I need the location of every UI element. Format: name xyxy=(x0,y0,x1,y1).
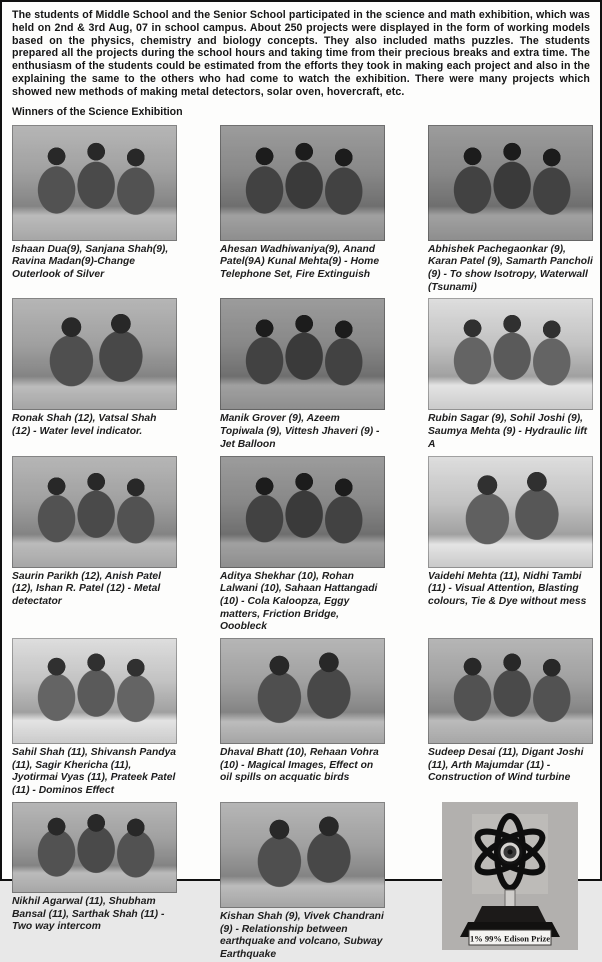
edison-prize-trophy xyxy=(428,802,593,962)
photo-caption: Nikhil Agarwal (11), Shubham Bansal (11), Sarthak Shah (11) - Two way intercom xyxy=(12,895,165,933)
photo-caption: Kishan Shah (9), Vivek Chandrani (9) - Relationship between earthquake and volcano, Subway Earthquake xyxy=(220,910,384,960)
trophy-label: 1% 99% Edison Prize xyxy=(469,933,551,944)
exhibit-photo xyxy=(12,802,177,893)
photo-caption: Ahesan Wadhiwaniya(9), Anand Patel(9A) Kunal Mehta(9) - Home Telephone Set, Fire Extinguish xyxy=(220,243,380,280)
gallery-item xyxy=(12,802,177,962)
gallery-item xyxy=(428,125,593,295)
gallery-item xyxy=(220,802,385,962)
photo-caption: Abhishek Pachegaonkar (9), Karan Patel (9), Samarth Pancholi (9) - To show Isotropy, Waterwall (Tsunami) xyxy=(428,243,593,293)
photo-caption: Ronak Shah (12), Vatsal Shah (12) - Water level indicator. xyxy=(12,413,157,438)
gallery-item xyxy=(220,125,385,295)
exhibit-photo xyxy=(428,298,593,410)
gallery-item xyxy=(12,638,177,798)
photo-caption: Manik Grover (9), Azeem Topiwala (9), Vittesh Jhaveri (9) - Jet Balloon xyxy=(220,413,380,450)
exhibit-photo xyxy=(428,125,593,241)
gallery-item xyxy=(12,298,177,451)
exhibit-photo xyxy=(428,456,593,568)
gallery-item xyxy=(428,298,593,451)
exhibit-photo xyxy=(12,456,177,568)
gallery-item xyxy=(428,638,593,798)
exhibit-photo xyxy=(220,125,385,241)
intro-paragraph: The students of Middle School and the Senior School participated in the science and math exhibition, which was held on 2nd & 3rd Aug, 07 in school campus. About 250 projects were displayed in the form of working models based on the physics, chemistry and biology concepts. They also included maths puzzles. The students prepared all the projects during the school hours and taking time from their precious breaks and extra time. The enthusiasm of the students could be estimated from the efforts they took in making each project and also in the explaining the same to the others who had come to watch the exhibition. There were many projects which showed new methods of making metal detectors, solar oven, hovercraft, etc. xyxy=(12,9,590,98)
gallery-item xyxy=(12,456,177,635)
section-heading: Winners of the Science Exhibition xyxy=(12,105,183,118)
photo-caption: Aditya Shekhar (10), Rohan Lalwani (10), Sahaan Hattangadi (10) - Cola Kaloopza, Eggy matters, Friction Bridge, Ooobleck xyxy=(220,570,378,633)
exhibit-photo xyxy=(12,125,177,241)
gallery-item xyxy=(428,456,593,635)
exhibit-photo xyxy=(220,638,385,744)
exhibit-photo xyxy=(220,298,385,410)
photo-caption: Vaidehi Mehta (11), Nidhi Tambi (11) - Visual Attention, Blasting colours, Tie & Dye without mess xyxy=(428,570,587,607)
photo-caption: Sudeep Desai (11), Digant Joshi (11), Arth Majumdar (11) - Construction of Wind turbine xyxy=(428,747,584,784)
exhibit-photo xyxy=(220,456,385,568)
exhibit-photo xyxy=(12,638,177,744)
photo-caption: Sahil Shah (11), Shivansh Pandya (11), Sagir Khericha (11), Jyotirmai Vyas (11), Prateek Patel (11) - Dominos Effect xyxy=(12,747,177,797)
photo-caption: Dhaval Bhatt (10), Rehaan Vohra (10) - Magical Images, Effect on oil spills on acquatic birds xyxy=(220,747,379,784)
atom-icon xyxy=(442,802,578,950)
exhibit-photo xyxy=(12,298,177,410)
trophy-photo xyxy=(442,802,578,950)
photo-caption: Ishaan Dua(9), Sanjana Shah(9), Ravina Madan(9)-Change Outerlook of Silver xyxy=(12,243,169,280)
exhibit-photo xyxy=(220,802,385,908)
photo-caption: Saurin Parikh (12), Anish Patel (12), Ishan R. Patel (12) - Metal detectator xyxy=(12,570,161,607)
gallery-item xyxy=(220,298,385,451)
exhibit-photo xyxy=(428,638,593,744)
photo-gallery xyxy=(12,125,593,962)
gallery-item xyxy=(220,456,385,635)
gallery-item xyxy=(220,638,385,798)
photo-caption: Rubin Sagar (9), Sohil Joshi (9), Saumya Mehta (9) - Hydraulic lift A xyxy=(428,413,588,450)
gallery-item xyxy=(12,125,177,295)
